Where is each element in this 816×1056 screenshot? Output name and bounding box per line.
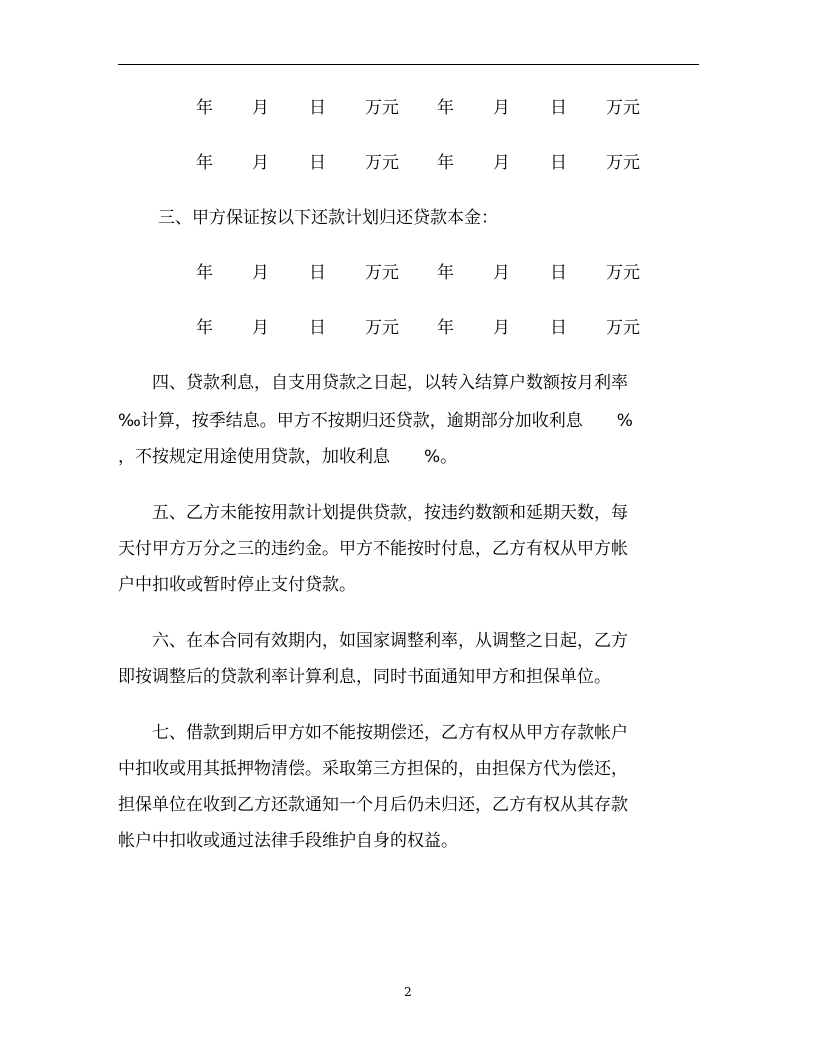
day-label: 日 (309, 153, 326, 173)
section-6-line-2: 即按调整后的贷款利率计算利息，同时书面通知甲方和担保单位。 (118, 667, 611, 687)
year-label: 年 (437, 98, 454, 118)
day-label: 日 (309, 318, 326, 338)
amount-unit-label: 万元 (606, 263, 640, 283)
section-4-line-2: ‰计算，按季结息。甲方不按期归还贷款，逾期部分加收利息 % (118, 411, 633, 431)
day-label: 日 (550, 318, 567, 338)
section-7-line-4: 帐户中扣收或通过法律手段维护自身的权益。 (118, 831, 458, 851)
section-3-heading: 三、甲方保证按以下还款计划归还贷款本金： (158, 208, 498, 228)
month-label: 月 (252, 318, 269, 338)
year-label: 年 (196, 153, 213, 173)
year-label: 年 (196, 263, 213, 283)
amount-unit-label: 万元 (365, 153, 399, 173)
amount-unit-label: 万元 (365, 318, 399, 338)
month-label: 月 (252, 263, 269, 283)
amount-unit-label: 万元 (606, 318, 640, 338)
day-label: 日 (550, 153, 567, 173)
amount-unit-label: 万元 (365, 263, 399, 283)
header-rule (118, 64, 699, 65)
year-label: 年 (196, 98, 213, 118)
day-label: 日 (550, 98, 567, 118)
amount-unit-label: 万元 (606, 98, 640, 118)
section-5-line-2: 天付甲方万分之三的违约金。甲方不能按时付息，乙方有权从甲方帐 (118, 539, 628, 559)
date-row-3 (0, 261, 816, 285)
year-label: 年 (437, 263, 454, 283)
date-row-1 (0, 96, 816, 120)
page-number: 2 (404, 985, 412, 999)
section-4-line-3: ，不按规定用途使用贷款，加收利息 %。 (118, 447, 458, 467)
year-label: 年 (437, 153, 454, 173)
day-label: 日 (309, 98, 326, 118)
month-label: 月 (252, 98, 269, 118)
month-label: 月 (252, 153, 269, 173)
month-label: 月 (493, 263, 510, 283)
section-5-line-3: 户中扣收或暂时停止支付贷款。 (118, 575, 356, 595)
section-7-line-1: 七、借款到期后甲方如不能按期偿还，乙方有权从甲方存款帐户 (118, 723, 628, 743)
amount-unit-label: 万元 (365, 98, 399, 118)
section-7-line-2: 中扣收或用其抵押物清偿。采取第三方担保的，由担保方代为偿还， (118, 759, 628, 779)
amount-unit-label: 万元 (606, 153, 640, 173)
section-4-line-1: 四、贷款利息，自支用贷款之日起，以转入结算户数额按月利率 (118, 373, 628, 393)
day-label: 日 (550, 263, 567, 283)
year-label: 年 (437, 318, 454, 338)
day-label: 日 (309, 263, 326, 283)
section-7-line-3: 担保单位在收到乙方还款通知一个月后仍未归还，乙方有权从其存款 (118, 795, 628, 815)
month-label: 月 (493, 98, 510, 118)
date-row-4 (0, 316, 816, 340)
year-label: 年 (196, 318, 213, 338)
month-label: 月 (493, 318, 510, 338)
date-row-2 (0, 151, 816, 175)
month-label: 月 (493, 153, 510, 173)
section-6-line-1: 六、在本合同有效期内，如国家调整利率，从调整之日起，乙方 (118, 631, 628, 651)
section-5-line-1: 五、乙方未能按用款计划提供贷款，按违约数额和延期天数，每 (118, 503, 628, 523)
